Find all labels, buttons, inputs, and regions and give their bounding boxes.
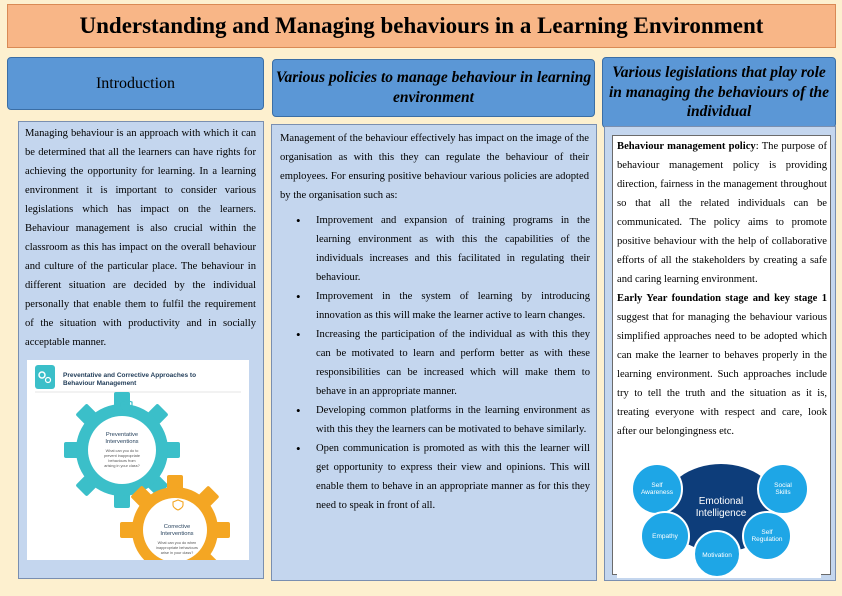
policies-panel [271, 124, 597, 581]
gear1-question-1: What can you do to [105, 449, 139, 453]
gear1-question-4: arising in your class? [104, 464, 140, 468]
gears-diagram [27, 360, 249, 560]
eyfs-label: Early Year foundation stage and key stage 1 [617, 293, 827, 304]
policy-label: Behaviour management policy [617, 141, 756, 152]
empathy-label: Empathy [652, 533, 678, 540]
behaviour-approaches-figure [27, 360, 249, 560]
list-item: • Improvement and expansion of training programs in the learning environment as with this the capabilities of the individuals increases and this facilitated in regulating their behaviour. [286, 211, 590, 287]
legislations-box [612, 135, 831, 575]
legislations-text [617, 137, 827, 441]
emotional-intelligence-figure [617, 462, 821, 578]
title-banner [7, 4, 836, 48]
introduction-text: Managing behaviour is an approach with which it can be determined that all the learners can have rights for achieving the opportunity for learning. In a learning environment it is important to consider various legislations which has impact on the learners. Behaviour management is also crucial within the classroom as this has impact on the overall behaviour and culture of the particular place. The behaviour in different situation are decided by the individual personally that enable them to fulfil the requirement of the situation with productivity and in socially acceptable manner. [25, 128, 256, 348]
page-title: Understanding and Managing behaviours in a Learning Environment [79, 13, 764, 38]
self-awareness-label-2: Awareness [640, 489, 674, 496]
center-label-2: Intelligence [695, 508, 747, 519]
eyfs-text: suggest that for managing the behaviour various simplified approaches need to be adopted which can make the learner to behaves properly in the learning environment. Such approaches include try to tell the truth and the situation as it is, treating everyone with respect and care, look after our belongingness etc. [617, 312, 827, 437]
center-label-1: Emotional [698, 496, 744, 507]
gear2-title-1: Corrective [163, 524, 191, 530]
self-regulation-label-1: Self [761, 529, 773, 536]
policies-intro: Management of the behaviour effectively has impact on the image of the organisation as with this they can regulate the behaviour of their employees. For ensuring positive behaviour various policies are adopted by the organisation such as: [280, 133, 589, 201]
introduction-heading: Introduction [7, 57, 264, 110]
self-regulation-label-2: Regulation [751, 536, 783, 543]
emotional-intelligence-diagram [617, 462, 821, 578]
gear2-question-1: What can you do when [157, 541, 197, 545]
policy-text: : The purpose of behaviour management policy is providing direction, fairness in the management throughout so that all the related individuals can be communicated. The policy aims to promote positive behaviour with the help of collaborative efforts of all the stakeholders by creating a safe and caring learning environment. [617, 141, 827, 285]
motivation-label: Motivation [702, 552, 732, 559]
gear2-question-3: arise in your class? [160, 551, 194, 555]
list-item: • Developing common platforms in the learning environment as with this they the learners can be motivated to behave similarly. [286, 401, 590, 439]
gear1-question-3: behaviours from [108, 459, 136, 463]
policies-list [286, 211, 590, 515]
gear2-question-2: inappropriate behaviours [156, 546, 198, 550]
list-item: • Increasing the participation of the individual as with this they can be motivated to learn and perform better as with these responsibilities can be increased which will make them to behave in an appropriate manner. [286, 325, 590, 401]
introduction-panel [18, 121, 264, 579]
legislations-panel [604, 126, 836, 581]
social-skills-label-1: Social [774, 482, 792, 489]
list-item: • Open communication is promoted as with this the learner will get opportunity to express their view and opinions. This will enable them to behave in an appropriate manner as for this they need to speak in front of all. [286, 439, 590, 515]
figure-title-1: Preventative and Corrective Approaches to [63, 372, 197, 379]
legislations-heading: Various legislations that play role in managing the behaviours of the individual [602, 57, 836, 128]
gear2-title-2: Interventions [160, 531, 194, 537]
policies-heading: Various policies to manage behaviour in learning environment [272, 59, 595, 117]
social-skills-label-2: Skills [775, 489, 791, 496]
figure-title-2: Behaviour Management [63, 380, 137, 387]
list-item: • Improvement in the system of learning by introducing innovation as this will make the learner active to learn changes. [286, 287, 590, 325]
gear1-title-1: Preventative [105, 432, 139, 438]
self-awareness-label-1: Self [651, 482, 663, 489]
gear1-title-2: Interventions [105, 439, 139, 445]
gear1-question-2: prevent inappropriate [104, 454, 140, 458]
